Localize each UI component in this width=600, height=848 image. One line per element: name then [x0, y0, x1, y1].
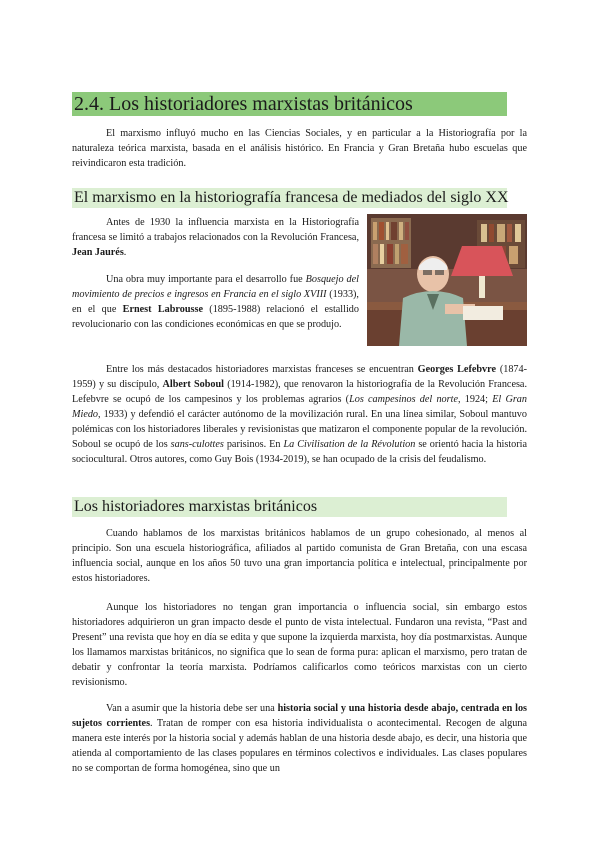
photo-illustration: [367, 214, 527, 346]
french-paragraph-3: Entre los más destacados historiadores marxistas franceses se encuentran Georges Lefebvre (1874-1959) y su discípulo, Albert Soboul (1914-1982), que renovaron la historiografía de la Revolución Francesa. Lefebvre se ocupó de los campesinos y los problemas agrarios (Los campesinos del norte, 1924; El Gran Miedo, 1933) y defendió el carácter autónomo de la movilización rural. En una línea similar, Soboul mantuvo polémicas con los historiadores liberales y revisionistas que matizaron el componente popular de la revolución. Soboul se ocupó de los sans-culottes parisinos. En La Civilisation de la Révolution se orientó hacia la historia sociocultural. Otros autores, como Guy Bois (1934-2019), se han ocupado de la crisis del feudalismo.: [72, 364, 527, 465]
section-title: 2.4. Los historiadores marxistas británicos: [72, 92, 507, 116]
french-paragraph-1: Antes de 1930 la influencia marxista en la Historiografía francesa se limitó a trabajos relacionados con la Revolución Francesa, Jean Jaurés.: [72, 217, 359, 258]
french-heading: El marxismo en la historiografía francesa de mediados del siglo XX: [74, 189, 509, 206]
intro-paragraph: El marxismo influyó mucho en las Ciencias Sociales, y en particular a la Historiografía por la naturaleza teórica marxista, basada en el análisis histórico. En Francia y Gran Bretaña hubo escuelas que reivindicaron esta tradición.: [72, 128, 527, 169]
historian-photo: [367, 214, 527, 346]
british-paragraph-3: Van a asumir que la historia debe ser una historia social y una historia desde abajo, centrada en los sujetos corrientes. Tratan de romper con esa historia individualista o acontecimental. Recogen de alguna manera este interés por la historia social y además hablan de una historia desde abajo, es decir, una historia que atienda al comportamiento de las clases populares en términos colectivos e individuales. Las clases populares no se comportan de forma homogénea, sino que un: [72, 703, 528, 774]
french-paragraph-2: Una obra muy importante para el desarrollo fue Bosquejo del movimiento de precios e ingresos en Francia en el siglo XVIII (1933), en el que Ernest Labrousse (1895-1988) relacionó el estallido revolucionario con las condiciones económicas en que se produjo.: [72, 274, 359, 330]
british-paragraph-1: Cuando hablamos de los marxistas británicos hablamos de un grupo cohesionado, al menos al principio. Son una escuela historiográfica, afiliados al partido comunista de Gran Bretaña, con una escasa influencia social, aunque en los años 50 tuvo una gran importancia política e intelectual, principalmente por estos historiadores.: [72, 528, 527, 584]
british-heading: Los historiadores marxistas británicos: [72, 497, 507, 517]
british-paragraph-2: Aunque los historiadores no tengan gran importancia o influencia social, sin embargo estos historiadores adquirieron un gran impacto desde el punto de vista intelectual. Fundaron una revista, “Past and Present” una revista que hoy en día se edita y que supone la izquierda marxista, hoy día postmarxistas. Aunque los llamamos marxistas británicos, no significa que lo sean de forma pura: aplican el marxismo, pero tratan de debatir y confrontar la teoría marxista. Podríamos calificarlos como teóricos marxistas con un cierto revisionismo.: [72, 602, 527, 688]
